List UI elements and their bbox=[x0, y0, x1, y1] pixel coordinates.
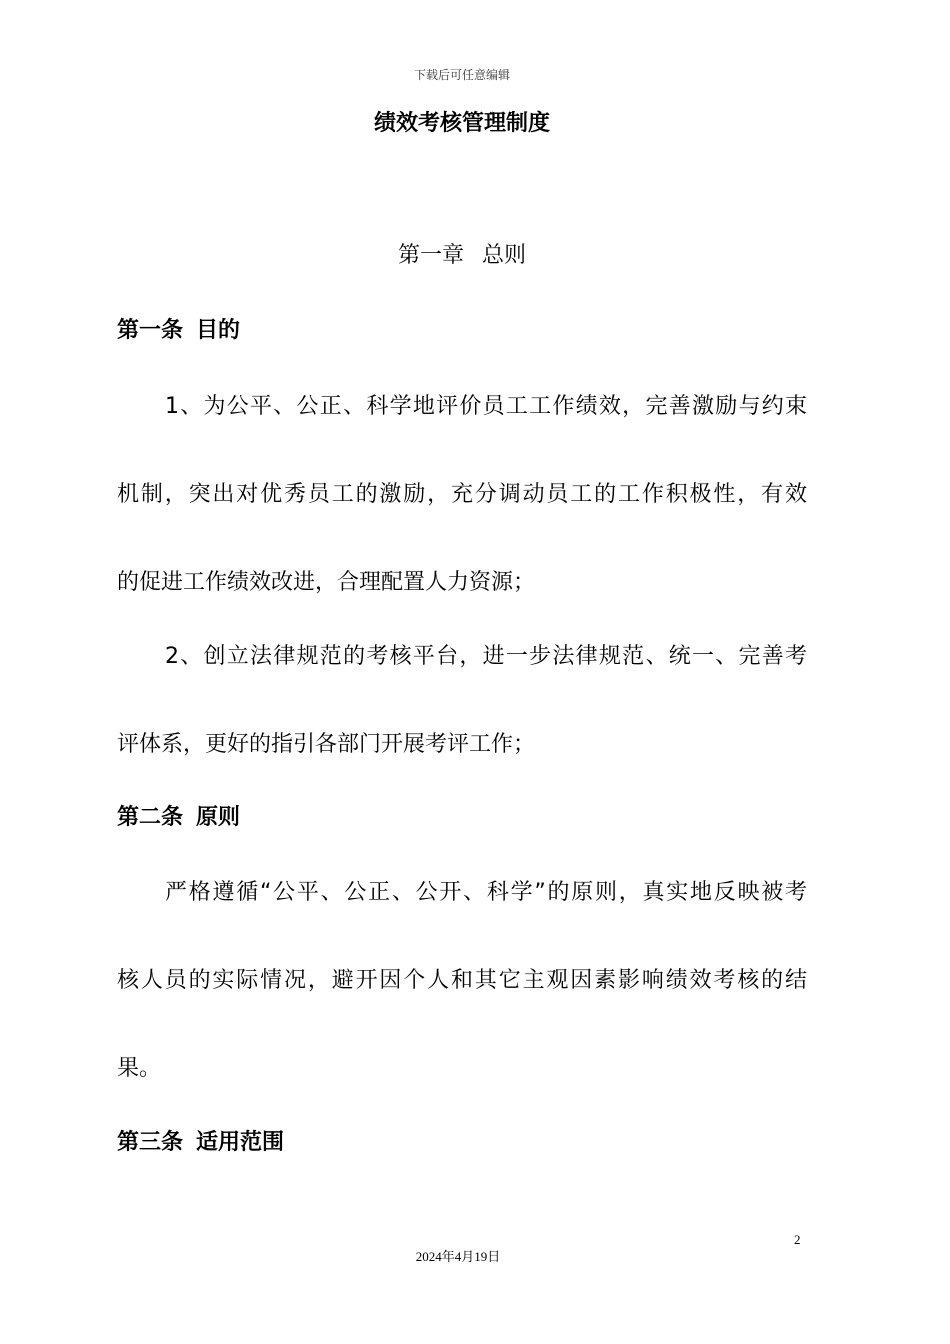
header-note: 下载后可任意编辑 bbox=[413, 68, 510, 82]
chapter-name: 总则 bbox=[482, 243, 527, 268]
footer-date: 2024年4月19日 bbox=[415, 1249, 501, 1264]
article-name: 目的 bbox=[196, 318, 241, 343]
paragraph-line: 严格遵循“公平、公正、公开、科学”的原则，真实地反映被考 bbox=[165, 880, 807, 905]
chapter-heading bbox=[0, 238, 924, 269]
paragraph-line: 的促进工作绩效改进，合理配置人力资源； bbox=[117, 570, 536, 595]
article-heading bbox=[117, 800, 240, 831]
article-name: 适用范围 bbox=[196, 1130, 285, 1155]
paragraph-line: 1、为公平、公正、科学地评价员工工作绩效，完善激励与约束 bbox=[165, 394, 807, 419]
chapter-number: 第一章 bbox=[397, 243, 464, 268]
article-heading bbox=[117, 313, 240, 344]
page-number: 2 bbox=[794, 1232, 801, 1247]
paragraph-line: 评体系，更好的指引各部门开展考评工作； bbox=[117, 732, 536, 757]
article-number: 第三条 bbox=[117, 1130, 184, 1155]
paragraph-line: 核人员的实际情况，避开因个人和其它主观因素影响绩效考核的结 bbox=[117, 968, 807, 993]
document-title: 绩效考核管理制度 bbox=[373, 111, 550, 136]
article-number: 第二条 bbox=[117, 805, 184, 830]
article-name: 原则 bbox=[196, 805, 241, 830]
paragraph-line: 果。 bbox=[117, 1056, 162, 1081]
article-number: 第一条 bbox=[117, 318, 184, 343]
paragraph-line: 2、创立法律规范的考核平台，进一步法律规范、统一、完善考 bbox=[165, 644, 807, 669]
paragraph-line: 机制，突出对优秀员工的激励，充分调动员工的工作积极性，有效 bbox=[117, 482, 807, 507]
article-heading bbox=[117, 1125, 284, 1156]
